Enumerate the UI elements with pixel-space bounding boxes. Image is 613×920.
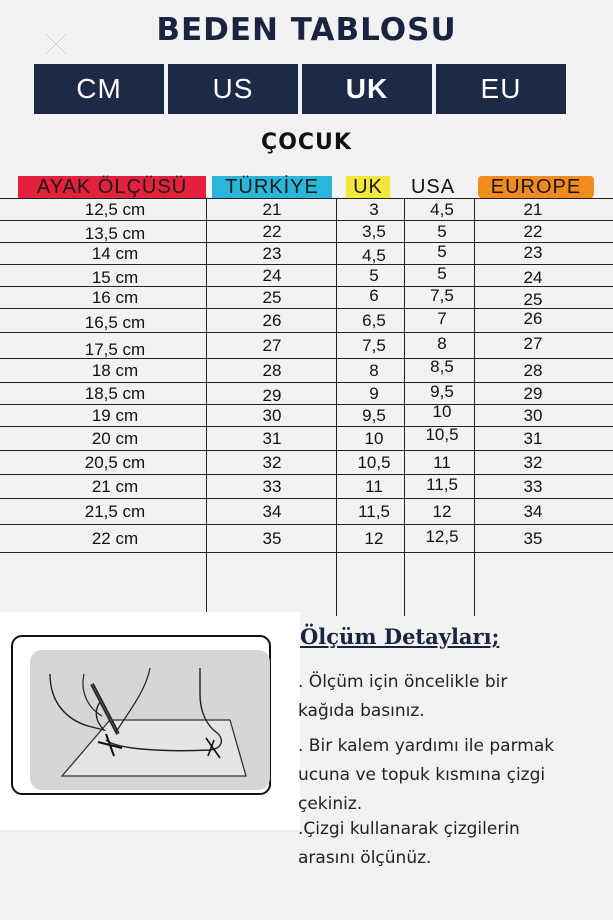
table-row-divider [0, 552, 613, 553]
uk-size-cell: 4,5 [362, 246, 386, 265]
unit-tab-uk[interactable]: UK [302, 64, 432, 114]
turkiye-size-cell: 24 [262, 266, 282, 285]
table-header [0, 176, 613, 198]
detail-line-4: ucuna ve topuk kısmına çizgi [298, 765, 546, 785]
turkiye-size-cell: 33 [262, 477, 282, 496]
uk-size-cell: 12 [364, 529, 384, 548]
turkiye-size-cell: 21 [262, 200, 282, 219]
turkiye-size-cell: 32 [262, 453, 282, 472]
foot-length-cell: 16,5 cm [84, 313, 146, 332]
eu-size-cell: 31 [523, 429, 543, 448]
column-header-usa: USA [410, 176, 456, 198]
table-column-divider [336, 198, 337, 616]
foot-length-cell: 12,5 cm [84, 200, 146, 219]
turkiye-size-cell: 23 [262, 244, 282, 263]
column-header-turkiye: TÜRKİYE [212, 176, 332, 198]
column-header-foot: AYAK ÖLÇÜSÜ [18, 176, 206, 198]
turkiye-size-cell: 27 [262, 336, 282, 355]
uk-size-cell: 8 [369, 361, 379, 380]
detail-line-7: arasını ölçünüz. [298, 848, 432, 868]
column-header-uk: UK [346, 176, 390, 198]
turkiye-size-cell: 29 [262, 386, 282, 405]
uk-size-cell: 3,5 [362, 222, 386, 241]
unit-tabs [34, 64, 566, 114]
uk-size-cell: 9 [369, 384, 379, 403]
usa-size-cell: 7,5 [430, 286, 454, 305]
turkiye-size-cell: 31 [262, 429, 282, 448]
table-column-divider [206, 198, 207, 616]
unit-tab-cm[interactable]: CM [34, 64, 164, 114]
eu-size-cell: 34 [523, 502, 543, 521]
uk-size-cell: 3 [369, 200, 379, 219]
foot-length-cell: 17,5 cm [84, 340, 146, 359]
usa-size-cell: 4,5 [430, 200, 454, 219]
table-column-divider [474, 198, 475, 616]
section-subtitle: ÇOCUK [261, 130, 352, 155]
table-column-divider [404, 198, 405, 616]
foot-length-cell: 16 cm [91, 288, 139, 307]
uk-size-cell: 5 [369, 266, 379, 285]
table-row-divider [0, 198, 613, 199]
usa-size-cell: 9,5 [430, 382, 454, 401]
usa-size-cell: 12 [432, 502, 452, 521]
foot-length-cell: 18 cm [91, 361, 139, 380]
column-header-europe: EUROPE [478, 176, 594, 198]
uk-size-cell: 6,5 [362, 311, 386, 330]
size-table [0, 198, 613, 616]
table-row-divider [0, 474, 613, 475]
usa-size-cell: 10 [432, 402, 452, 421]
detail-line-1: . Ölçüm için öncelikle bir [298, 672, 508, 692]
turkiye-size-cell: 26 [262, 311, 282, 330]
eu-size-cell: 23 [523, 243, 543, 262]
usa-size-cell: 8 [437, 334, 447, 353]
eu-size-cell: 21 [523, 200, 543, 219]
usa-size-cell: 8,5 [430, 357, 454, 376]
foot-length-cell: 14 cm [91, 244, 139, 263]
eu-size-cell: 25 [523, 290, 543, 309]
foot-length-cell: 19 cm [91, 406, 139, 425]
eu-size-cell: 28 [523, 361, 543, 380]
uk-size-cell: 6 [369, 286, 379, 305]
detail-line-5: çekiniz. [298, 794, 363, 814]
usa-size-cell: 5 [437, 242, 447, 261]
turkiye-size-cell: 22 [262, 222, 282, 241]
eu-size-cell: 29 [523, 384, 543, 403]
usa-size-cell: 11 [433, 453, 451, 472]
foot-length-cell: 21 cm [91, 477, 139, 496]
foot-length-cell: 22 cm [91, 529, 139, 548]
usa-size-cell: 5 [437, 222, 447, 241]
usa-size-cell: 12,5 [425, 527, 459, 546]
turkiye-size-cell: 28 [262, 361, 282, 380]
uk-size-cell: 10,5 [357, 453, 391, 472]
uk-size-cell: 9,5 [362, 406, 386, 425]
detail-line-3: . Bir kalem yardımı ile parmak [298, 736, 555, 756]
uk-size-cell: 7,5 [362, 336, 386, 355]
eu-size-cell: 32 [523, 453, 543, 472]
usa-size-cell: 11,5 [426, 475, 458, 494]
table-row-divider [0, 426, 613, 427]
table-row-divider [0, 382, 613, 383]
table-row-divider [0, 524, 613, 525]
table-row-divider [0, 498, 613, 499]
eu-size-cell: 26 [523, 309, 543, 328]
foot-length-cell: 20 cm [91, 429, 139, 448]
eu-size-cell: 27 [523, 334, 543, 353]
table-row-divider [0, 450, 613, 451]
unit-tab-eu[interactable]: EU [436, 64, 566, 114]
detail-line-6: .Çizgi kullanarak çizgilerin [298, 819, 520, 839]
eu-size-cell: 30 [523, 406, 543, 425]
eu-size-cell: 24 [523, 268, 543, 287]
eu-size-cell: 35 [523, 529, 543, 548]
table-row-divider [0, 220, 613, 221]
turkiye-size-cell: 34 [262, 502, 282, 521]
foot-length-cell: 18,5 cm [84, 384, 146, 403]
uk-size-cell: 11 [365, 477, 383, 496]
usa-size-cell: 7 [437, 309, 447, 328]
turkiye-size-cell: 35 [262, 529, 282, 548]
usa-size-cell: 5 [437, 264, 447, 283]
foot-length-cell: 20,5 cm [84, 453, 146, 472]
foot-length-cell: 21,5 cm [84, 502, 146, 521]
eu-size-cell: 22 [523, 222, 543, 241]
usa-size-cell: 10,5 [425, 425, 459, 444]
page-title: BEDEN TABLOSU [156, 12, 457, 48]
measurement-details-title: Ölçüm Detayları; [300, 624, 500, 649]
turkiye-size-cell: 30 [262, 406, 282, 425]
foot-length-cell: 15 cm [91, 268, 139, 287]
detail-line-2: kağıda basınız. [298, 701, 425, 721]
uk-size-cell: 10 [364, 429, 384, 448]
eu-size-cell: 33 [523, 477, 543, 496]
table-row-divider [0, 264, 613, 265]
foot-length-cell: 13,5 cm [84, 224, 146, 243]
foot-measurement-illustration [10, 634, 272, 796]
turkiye-size-cell: 25 [262, 288, 282, 307]
uk-size-cell: 11,5 [358, 502, 390, 521]
unit-tab-us[interactable]: US [168, 64, 298, 114]
